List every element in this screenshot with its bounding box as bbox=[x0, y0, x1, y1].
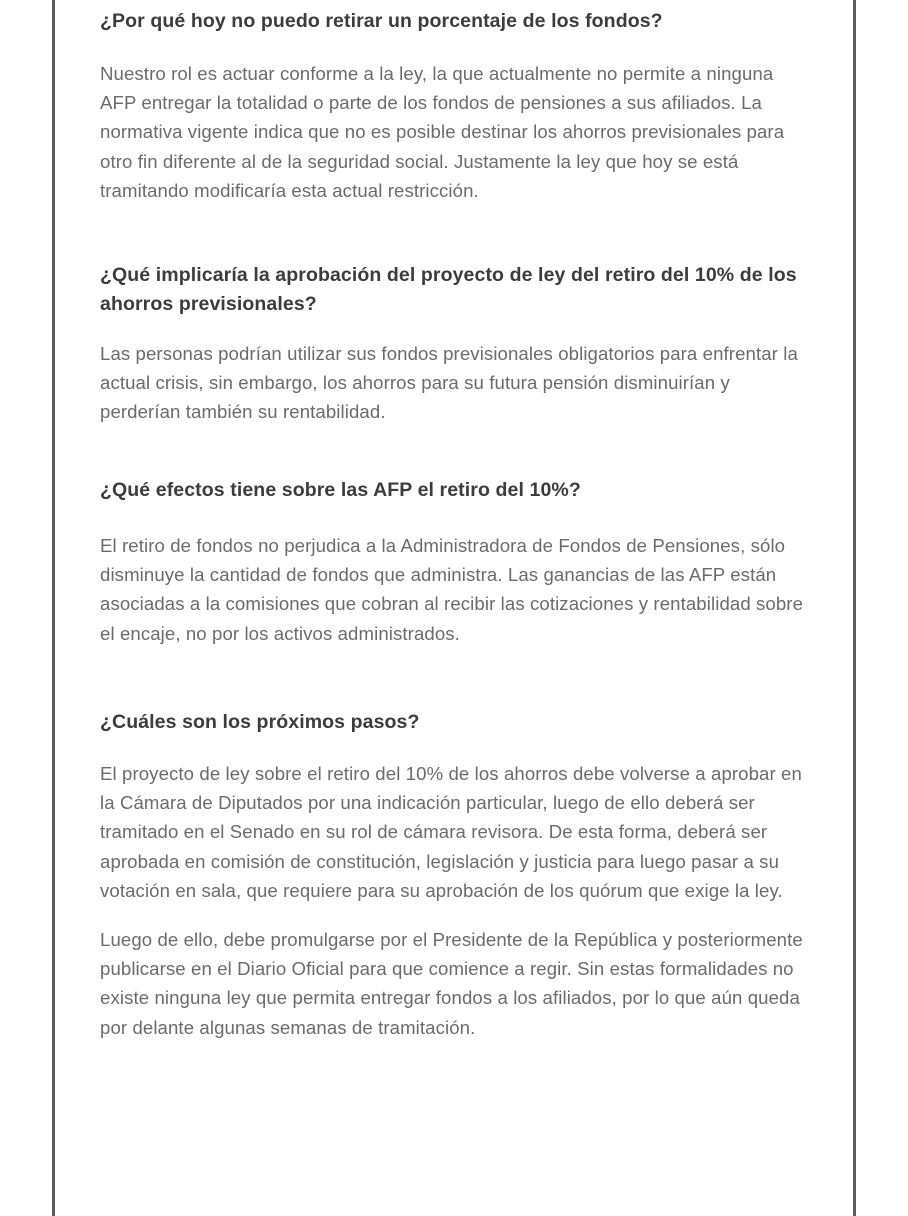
faq-answer: El retiro de fondos no perjudica a la Administradora de Fondos de Pensiones, sólo disminuye la cantidad de fondos que administra. Las ganancias de las AFP están asociadas a la comisiones que cobran al recibir las cotizaciones y rentabilidad sobre el encaje, no por los activos administrados. bbox=[100, 535, 804, 644]
faq-question: ¿Qué implicaría la aprobación del proyecto de ley del retiro del 10% de los ahorros previsionales? bbox=[100, 264, 797, 315]
faq-question: ¿Por qué hoy no puedo retirar un porcentaje de los fondos? bbox=[100, 10, 663, 32]
faq-item-aprobacion-proyecto bbox=[100, 261, 812, 427]
faq-item-proximos-pasos bbox=[100, 708, 812, 1042]
faq-item-retirar-porcentaje bbox=[100, 7, 812, 205]
faq-answer: Nuestro rol es actuar conforme a la ley, la que actualmente no permite a ninguna AFP entregar la totalidad o parte de los fondos de pensiones a sus afiliados. La normativa vigente indica que no es posible destinar los ahorros previsionales para otro fin diferente al de la seguridad social. Justamente la ley que hoy se está tramitando modificaría esta actual restricción. bbox=[100, 63, 785, 201]
faq-item-efectos-afp bbox=[100, 476, 812, 648]
faq-answer: El proyecto de ley sobre el retiro del 10% de los ahorros debe volverse a aprobar en la Cámara de Diputados por una indicación particular, luego de ello deberá ser tramitado en el Senado en su rol de cámara revisora. De esta forma, deberá ser aprobada en comisión de constitución, legislación y justicia para luego pasar a su votación en sala, que requiere para su aprobación de los quórum que exige la ley. bbox=[100, 763, 802, 901]
faq-question: ¿Qué efectos tiene sobre las AFP el retiro del 10%? bbox=[100, 479, 581, 501]
faq-answer: Luego de ello, debe promulgarse por el Presidente de la República y posteriormente publicarse en el Diario Oficial para que comience a regir. Sin estas formalidades no existe ninguna ley que permita entregar fondos a los afiliados, por lo que aún queda por delante algunas semanas de tramitación. bbox=[100, 929, 803, 1038]
faq-answer: Las personas podrían utilizar sus fondos previsionales obligatorios para enfrentar la actual crisis, sin embargo, los ahorros para su futura pensión disminuirían y perderían también su rentabilidad. bbox=[100, 343, 798, 423]
faq-question: ¿Cuáles son los próximos pasos? bbox=[100, 711, 420, 733]
